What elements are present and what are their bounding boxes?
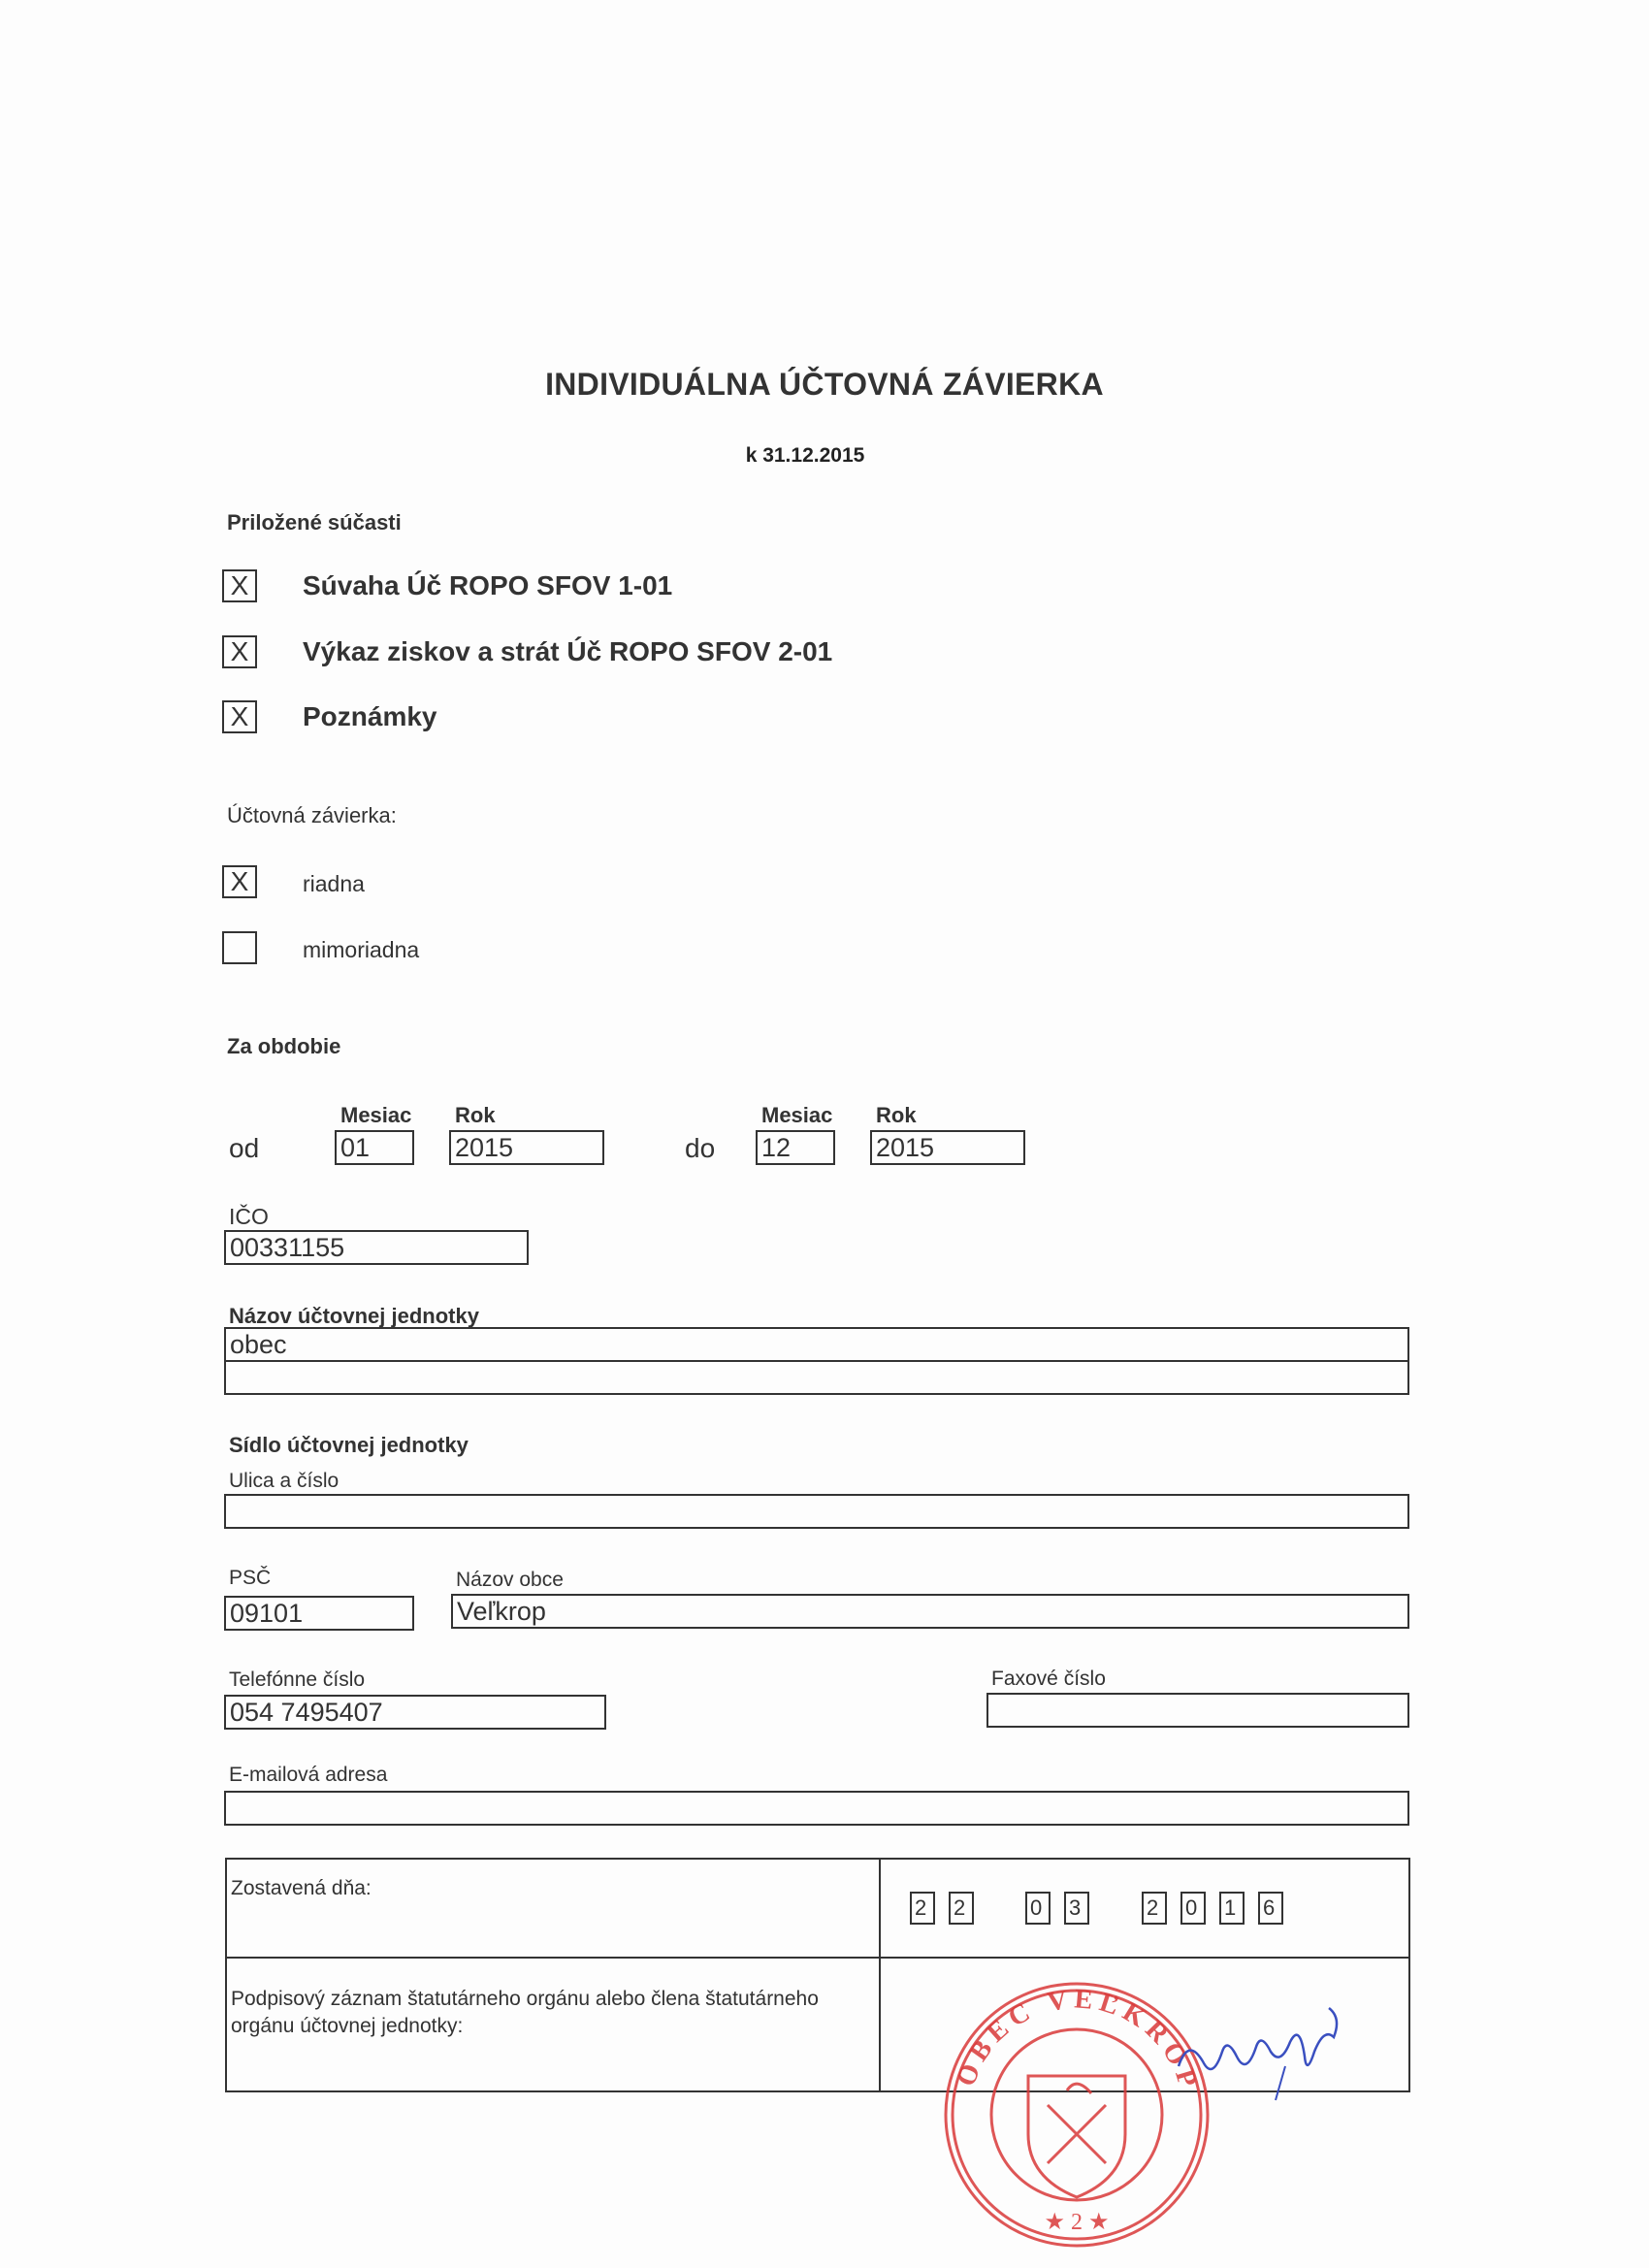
town-label: Názov obce <box>456 1569 564 1591</box>
sign-label-cell <box>226 1958 880 2091</box>
from-month-header: Mesiac <box>340 1103 412 1127</box>
to-label: do <box>685 1133 716 1163</box>
to-month-header: Mesiac <box>761 1103 833 1127</box>
regular-label: riadna <box>303 871 365 896</box>
ico-field[interactable]: 00331155 <box>224 1230 529 1265</box>
phone-label: Telefónne číslo <box>229 1669 366 1691</box>
day-digit-1[interactable]: 2 <box>910 1892 935 1925</box>
street-label: Ulica a číslo <box>229 1470 340 1492</box>
to-month-field[interactable]: 12 <box>756 1130 835 1165</box>
handwritten-signature-icon <box>1169 1998 1353 2105</box>
from-year-header: Rok <box>455 1103 496 1127</box>
closing-type-label: Účtovná závierka: <box>227 803 397 827</box>
town-field[interactable]: Veľkrop <box>451 1594 1409 1629</box>
svg-text:★ 2 ★: ★ 2 ★ <box>1044 2210 1110 2235</box>
notes-label: Poznámky <box>303 701 437 731</box>
entity-name-line2[interactable] <box>224 1360 1409 1395</box>
month-digit-2[interactable]: 3 <box>1064 1892 1089 1925</box>
checkbox-extraordinary[interactable] <box>222 931 257 964</box>
psc-field[interactable]: 09101 <box>224 1596 414 1631</box>
year-digit-1[interactable]: 2 <box>1142 1892 1167 1925</box>
fax-label: Faxové číslo <box>991 1668 1106 1690</box>
seat-label: Sídlo účtovnej jednotky <box>229 1433 469 1457</box>
as-of-date: k 31.12.2015 <box>745 444 865 467</box>
sign-label: Podpisový záznam štatutárneho orgánu alebo člena štatutárneho orgánu účtovnej jednotky: <box>231 1988 819 2037</box>
street-field[interactable] <box>224 1494 1409 1529</box>
balance-sheet-label: Súvaha Úč ROPO SFOV 1-01 <box>303 570 673 600</box>
income-statement-label: Výkaz ziskov a strát Úč ROPO SFOV 2-01 <box>303 636 833 666</box>
checkbox-notes[interactable]: X <box>222 700 257 733</box>
document-title: INDIVIDUÁLNA ÚČTOVNÁ ZÁVIERKA <box>545 367 1104 402</box>
fax-field[interactable] <box>986 1693 1409 1728</box>
entity-name-label: Názov účtovnej jednotky <box>229 1304 479 1328</box>
phone-field[interactable]: 054 7495407 <box>224 1695 606 1730</box>
email-label: E-mailová adresa <box>229 1764 388 1786</box>
year-digit-3[interactable]: 1 <box>1219 1892 1245 1925</box>
day-digit-2[interactable]: 2 <box>949 1892 974 1925</box>
extraordinary-label: mimoriadna <box>303 937 420 962</box>
compiled-label-cell <box>226 1859 880 1958</box>
year-digit-2[interactable]: 0 <box>1180 1892 1206 1925</box>
psc-label: PSČ <box>229 1567 272 1589</box>
from-label: od <box>229 1133 260 1163</box>
year-digit-4[interactable]: 6 <box>1258 1892 1283 1925</box>
from-year-field[interactable]: 2015 <box>449 1130 604 1165</box>
to-year-field[interactable]: 2015 <box>870 1130 1025 1165</box>
checkbox-balance-sheet[interactable]: X <box>222 569 257 602</box>
entity-name-line1[interactable]: obec <box>224 1327 1409 1362</box>
ico-label: IČO <box>229 1204 269 1229</box>
to-year-header: Rok <box>876 1103 917 1127</box>
checkbox-regular[interactable]: X <box>222 865 257 898</box>
from-month-field[interactable]: 01 <box>335 1130 414 1165</box>
svg-text:OBEC VEĽKROP: OBEC VEĽKROP <box>951 1984 1205 2096</box>
email-field[interactable] <box>224 1791 1409 1826</box>
month-digit-1[interactable]: 0 <box>1025 1892 1051 1925</box>
period-label: Za obdobie <box>227 1034 341 1058</box>
compiled-label: Zostavená dňa: <box>231 1877 372 1899</box>
checkbox-income-statement[interactable]: X <box>222 635 257 668</box>
attached-parts-label: Priložené súčasti <box>227 510 402 535</box>
